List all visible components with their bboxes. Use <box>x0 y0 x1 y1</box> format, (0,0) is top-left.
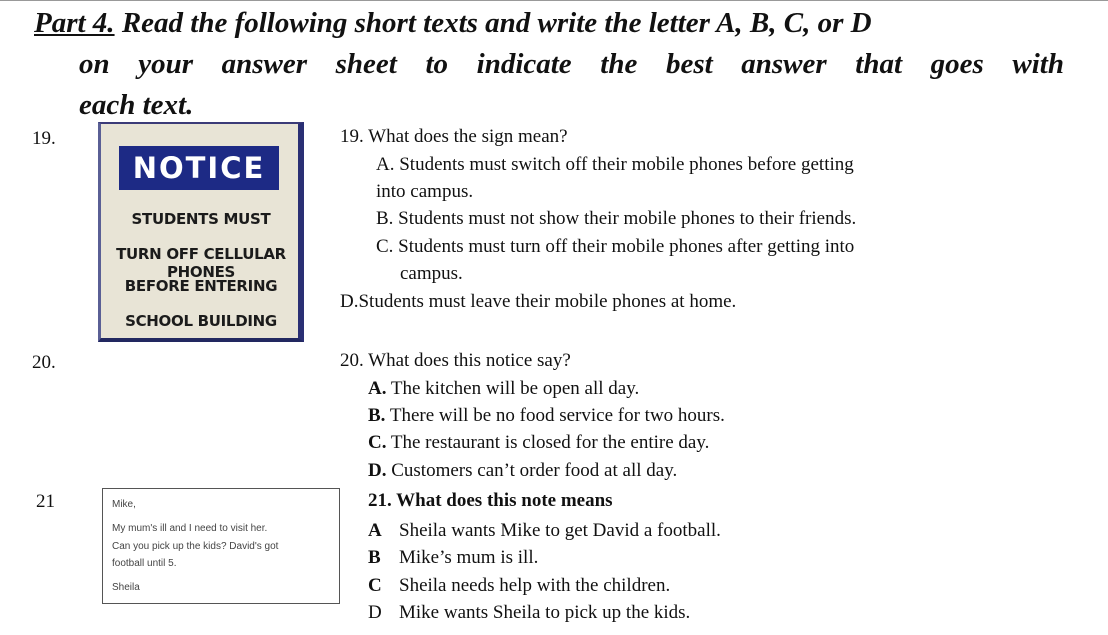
q21-c-text: Sheila needs help with the children. <box>399 575 671 596</box>
heading-line-1-text: Read the following short texts and write the letter A, B, C, or D <box>114 7 872 39</box>
heading-line-1 <box>34 3 1074 44</box>
section-heading <box>34 3 1074 126</box>
notice-line-2: TURN OFF CELLULAR PHONES <box>116 245 286 281</box>
notice-line-1: STUDENTS MUST <box>131 210 271 228</box>
note-line-2: Can you pick up the kids? David's got <box>112 541 279 552</box>
note-signature: Sheila <box>112 582 140 593</box>
q20-number: 20. <box>32 352 56 373</box>
q19-number: 19. <box>32 128 56 149</box>
q20-option-a <box>368 375 639 402</box>
heading-line-2: on your answer sheet to indicate the best answer that goes with <box>79 48 1064 80</box>
q21-d-text: Mike wants Sheila to pick up the kids. <box>399 602 691 623</box>
q20-b-letter: B. <box>368 405 386 426</box>
q20-d-letter: D. <box>368 460 387 481</box>
q21-question: 21. What does this note means <box>368 490 613 511</box>
q19-option-c-cont: campus. <box>400 263 463 284</box>
q20-a-letter: A. <box>368 378 387 399</box>
notice-line-4: SCHOOL BUILDING <box>125 312 277 330</box>
part-label: Part 4. <box>34 7 115 39</box>
notice-line-3: BEFORE ENTERING <box>124 277 278 295</box>
heading-line-3: each text. <box>79 89 194 121</box>
q21-a-text: Sheila wants Mike to get David a football. <box>399 520 721 541</box>
note-greeting: Mike, <box>112 499 136 510</box>
q20-d-text: Customers can’t order food at all day. <box>386 460 678 481</box>
q19-option-a: A. Students must switch off their mobile phones before getting <box>376 154 854 175</box>
notice-banner: NOTICE <box>119 146 279 190</box>
q21-number: 21 <box>36 491 55 512</box>
q20-b-text: There will be no food service for two hours. <box>385 405 725 426</box>
q20-question: 20. What does this notice say? <box>340 350 571 371</box>
q21-option-a <box>368 517 721 544</box>
q20-c-letter: C. <box>368 432 387 453</box>
q19-option-b: B. Students must not show their mobile phones to their friends. <box>376 208 857 229</box>
note-line-1: My mum's ill and I need to visit her. <box>112 523 268 534</box>
q20-option-d <box>368 457 677 484</box>
top-rule <box>0 0 1108 1</box>
q20-a-text: The kitchen will be open all day. <box>386 378 640 399</box>
q20-option-c <box>368 429 709 456</box>
q21-option-d <box>368 599 690 626</box>
q21-d-letter: D <box>368 602 382 623</box>
q21-b-text: Mike’s mum is ill. <box>399 547 539 568</box>
q21-option-b <box>368 544 538 571</box>
q19-option-c: C. Students must turn off their mobile phones after getting into <box>376 236 855 257</box>
q20-c-text: The restaurant is closed for the entire day. <box>386 432 710 453</box>
q21-a-letter: A <box>368 520 382 541</box>
note-line-3: football until 5. <box>112 558 177 569</box>
q21-c-letter: C <box>368 575 382 596</box>
q19-option-d: D.Students must leave their mobile phones at home. <box>340 291 737 312</box>
note-image <box>102 488 340 604</box>
q19-question: 19. What does the sign mean? <box>340 126 568 147</box>
q19-option-a-cont: into campus. <box>376 181 474 202</box>
q21-b-letter: B <box>368 547 381 568</box>
q20-option-b <box>368 402 725 429</box>
q21-option-c <box>368 572 670 599</box>
notice-sign-image <box>98 122 304 342</box>
